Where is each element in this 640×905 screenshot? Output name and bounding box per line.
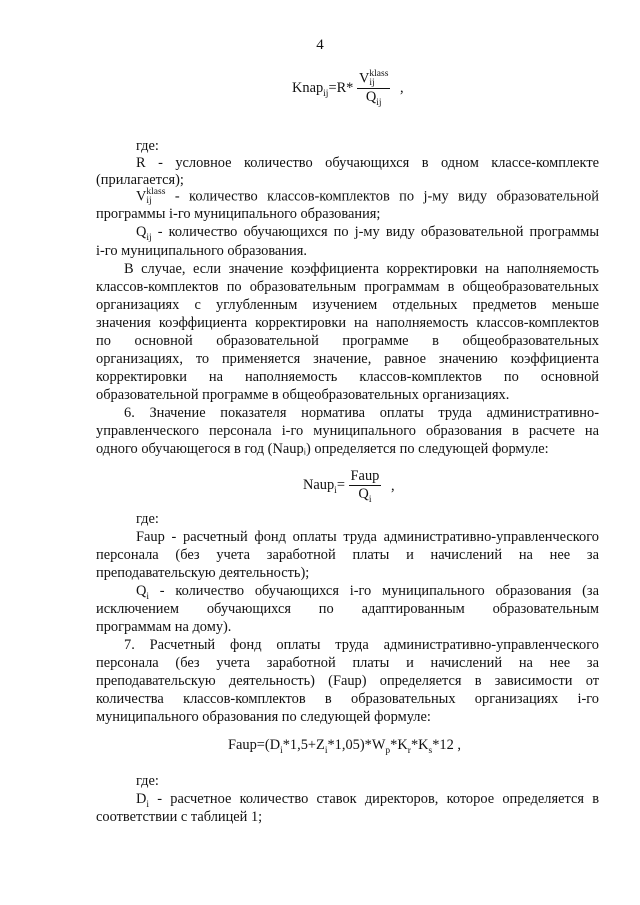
def-v-symbol: V (136, 188, 147, 205)
formula-knap-num-sup: klass (369, 69, 389, 79)
def-r-symbol: R (136, 155, 146, 171)
formula-faup-sub-e: s (428, 745, 433, 756)
def-qi-text: - количество обучающихся i-го муниципального образования (за (149, 583, 599, 599)
formula-naup-numerator: Faup (350, 468, 380, 484)
def-v-line-2: программы i-го муниципального образования; (96, 206, 381, 222)
def-r-text: - условное количество обучающихся в одном классе-комплекте (145, 155, 599, 171)
formula-knap-fraction (357, 70, 390, 108)
formula-naup-den-sub: i (368, 494, 372, 505)
formula-naup-lhs-sub: i (334, 485, 337, 496)
case-line-1: В случае, если значение коэффициента корректировки на наполняемость (124, 261, 599, 277)
case-line-6: организациях, то применяется значение, равное значению коэффициента (96, 351, 599, 367)
formula-knap-numerator (357, 70, 390, 89)
def-di-line-2: соответствии с таблицей 1; (96, 809, 263, 825)
def-r-line-2: (прилагается); (96, 172, 184, 188)
def-di-sub: i (146, 799, 150, 810)
formula-naup-comma: , (390, 477, 395, 494)
formula-faup-part-b: *1,5+Z (282, 737, 325, 753)
def-faup-line-3: преподавательскую деятельность); (96, 565, 310, 581)
def-q-text: - количество обучающихся по j-му виду образовательной программы (151, 224, 599, 240)
case-line-3: организациях с углубленным изучением отдельных предметов меньше (96, 297, 599, 313)
formula-faup-part-d: *K (390, 737, 408, 753)
formula-naup-fraction (349, 468, 382, 505)
page-number: 4 (316, 37, 324, 53)
def-di-text: - расчетное количество ставок директоров, которое определяется в (149, 791, 599, 807)
formula-naup-eq: = (336, 477, 345, 493)
def-qi-sub: i (146, 591, 150, 602)
formula-faup-sub-a: i (280, 745, 283, 756)
p7-line-4: количества классов-комплектов в образовательных организациях i-го (96, 691, 599, 707)
p6-line-3: одного обучающегося в год (Naupᵢ) определяется по следующей формуле: (96, 441, 549, 457)
def-qi-line-2: исключением обучающихся по адаптированным образовательным (96, 601, 599, 617)
formula-faup-sub-b: i (324, 745, 328, 756)
case-line-5: по основной образовательной программе в общеобразовательных (96, 333, 599, 349)
formula-faup-sub-c: p (385, 745, 391, 756)
p6-line-1: 6. Значение показателя норматива оплаты труда административно- (124, 405, 599, 421)
formula-faup-part-f: *12 , (432, 737, 462, 753)
formula-knap-denominator (357, 89, 390, 108)
def-q-sub: ij (146, 232, 152, 243)
formula-knap-den-sub: ij (376, 97, 382, 108)
where-label-1: где: (136, 138, 159, 154)
p7-line-1: 7. Расчетный фонд оплаты труда административно-управленческого (124, 637, 599, 653)
case-line-8: образовательной программе в общеобразовательных организациях. (96, 387, 510, 403)
formula-knap-lhs-sub: ij (323, 88, 329, 99)
formula-faup-part-e: *K (410, 737, 429, 753)
formula-faup-sub-d: r (407, 745, 411, 756)
def-q-line-2: i-го муниципального образования. (96, 243, 307, 259)
formula-naup-denominator (349, 486, 382, 505)
formula-naup-lhs: Naup (303, 477, 335, 493)
p7-line-5: муниципального образования по следующей формуле: (96, 709, 431, 725)
formula-knap-den-symbol: Q (365, 89, 377, 105)
where-label-3: где: (136, 773, 159, 789)
def-r-line-1 (136, 155, 599, 172)
formula-knap-num-sub: ij (369, 78, 375, 88)
where-label-2: где: (136, 511, 159, 527)
def-qi-line-3: программам на дому). (96, 619, 232, 635)
formula-knap-eq: =R* (328, 79, 354, 96)
formula-faup-part-a: Faup=(D (228, 737, 281, 753)
formula-faup-part-c: *1,05)*W (327, 737, 386, 753)
def-v-sup: klass (146, 187, 166, 197)
def-faup-line-2: персонала (без учета заработной платы и начислений на нее за (96, 547, 599, 563)
case-line-4: значения коэффициента корректировки на наполняемость классов-комплектов (96, 315, 599, 331)
def-qi-symbol: Q (136, 583, 147, 599)
formula-naup-den-symbol: Q (358, 486, 369, 502)
case-line-2: классов-комплектов по образовательным программам в общеобразовательных (96, 279, 599, 295)
def-q-symbol: Q (136, 224, 147, 240)
case-line-7: корректировки на наполняемость классов-комплектов по основной (96, 369, 599, 385)
def-di-symbol: D (136, 791, 147, 807)
formula-knap-comma: , (400, 80, 404, 97)
p6-line-2: управленческого персонала i-го муниципального образования в расчете на (96, 423, 599, 439)
p7-line-3: преподавательскую деятельность) (Faup) определяется в зависимости от (96, 673, 599, 689)
formula-knap-lhs: Knap (292, 79, 324, 96)
def-faup-line-1: Faup - расчетный фонд оплаты труда административно-управленческого (136, 529, 599, 545)
def-v-sub: ij (146, 196, 152, 206)
p7-line-2: персонала (без учета заработной платы и начислений на нее за (96, 655, 599, 671)
def-v-text: - количество классов-комплектов по j-му виду образовательной (165, 188, 599, 205)
formula-knap-num-symbol: V (358, 70, 370, 87)
def-v-line-1 (136, 188, 599, 206)
